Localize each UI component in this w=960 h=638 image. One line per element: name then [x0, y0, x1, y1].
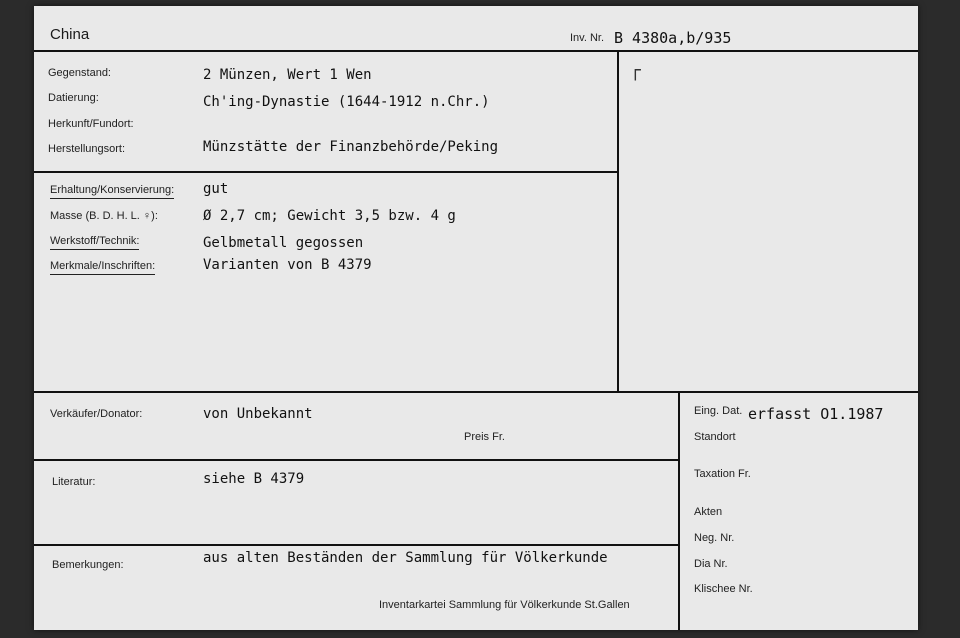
akten-label: Akten	[694, 506, 723, 518]
photo-box-divider	[617, 50, 619, 393]
literatur-value: siehe B 4379	[203, 471, 305, 487]
werkstoff-value: Gelbmetall gegossen	[203, 235, 364, 251]
preis-label: Preis Fr.	[464, 431, 505, 443]
datierung-value: Ch'ing-Dynastie (1644-1912 n.Chr.)	[203, 94, 490, 110]
masse-value: Ø 2,7 cm; Gewicht 3,5 bzw. 4 g	[203, 208, 456, 224]
photo-corner-mark: ┌	[630, 60, 641, 81]
literatur-divider	[34, 544, 679, 546]
inv-number-value: B 4380a,b/935	[614, 29, 732, 47]
klischee-nr-label: Klischee Nr.	[694, 583, 753, 595]
verkaeufer-label: Verkäufer/Donator:	[50, 408, 143, 420]
region-title: China	[50, 26, 90, 43]
taxation-label: Taxation Fr.	[694, 468, 751, 480]
bemerkungen-value: aus alten Beständen der Sammlung für Völkerkunde	[203, 550, 608, 566]
neg-nr-label: Neg. Nr.	[694, 532, 735, 544]
erhaltung-value: gut	[203, 181, 229, 197]
literatur-label: Literatur:	[52, 476, 96, 488]
eing-dat-label: Eing. Dat.	[694, 405, 743, 417]
merkmale-label: Merkmale/Inschriften:	[50, 260, 155, 275]
seller-divider	[34, 459, 679, 461]
gegenstand-value: 2 Münzen, Wert 1 Wen	[203, 67, 372, 83]
verkaeufer-value: von Unbekannt	[203, 406, 313, 422]
eing-dat-value: erfasst O1.1987	[748, 405, 884, 423]
footer-text: Inventarkartei Sammlung für Völkerkunde St.Gallen	[379, 599, 630, 611]
gegenstand-label: Gegenstand:	[48, 67, 111, 79]
dia-nr-label: Dia Nr.	[694, 558, 728, 570]
bemerkungen-label: Bemerkungen:	[52, 559, 124, 571]
object-divider	[34, 171, 618, 173]
merkmale-value: Varianten von B 4379	[203, 257, 372, 273]
admin-column-divider	[678, 391, 680, 630]
herstellungsort-label: Herstellungsort:	[48, 143, 126, 155]
herstellungsort-value: Münzstätte der Finanzbehörde/Peking	[203, 139, 499, 155]
masse-label: Masse (B. D. H. L. ♀):	[50, 210, 158, 222]
standort-label: Standort	[694, 431, 736, 443]
datierung-label: Datierung:	[48, 92, 99, 104]
inv-number-label: Inv. Nr.	[570, 32, 605, 44]
header-divider	[34, 50, 918, 52]
upper-lower-divider	[34, 391, 918, 393]
werkstoff-label: Werkstoff/Technik:	[50, 235, 139, 250]
inventory-card	[34, 6, 918, 630]
herkunft-label: Herkunft/Fundort:	[48, 118, 134, 130]
erhaltung-label: Erhaltung/Konservierung:	[50, 184, 174, 199]
